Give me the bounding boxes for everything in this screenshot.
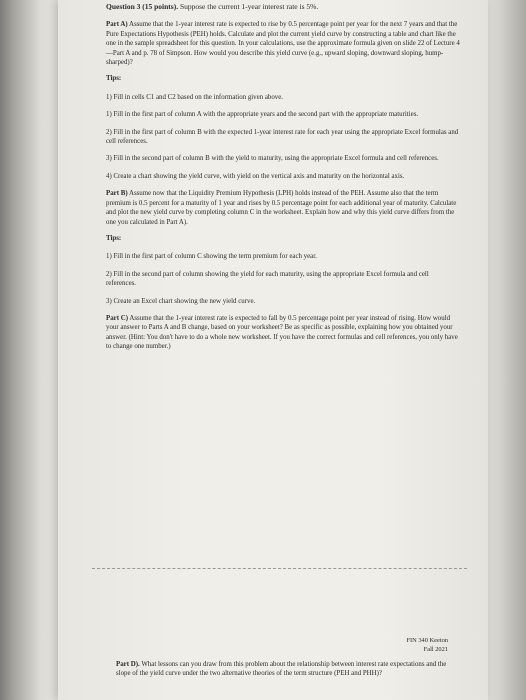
part-d-paragraph <box>116 660 456 679</box>
part-a-paragraph <box>106 20 460 67</box>
part-c-label: Part C) <box>106 314 129 322</box>
part-b-text: Assume now that the Liquidity Premium Hypothesis (LPH) holds instead of the PEH. Assume also that the term premium is 0.5 percent for a maturity of 1 year and rises by 0.5 percentage point for each additional year of maturity. Calculate and plot the new yield curve by completing column C in the worksheet. Explain how and why this yield curve differs from the one you calculated in Part A). <box>106 190 457 226</box>
part-b-paragraph <box>106 189 460 227</box>
question-intro: Suppose the current 1-year interest rate is 5%. <box>179 2 319 11</box>
part-c-text: Assume that the 1-year interest rate is expected to fall by 0.5 percentage point per year instead of rising. How would your answer to Parts A and B change, based on your worksheet? Be as specific as possible, explaining how you obtained your answer. (Hint: You don't have to do a whole new worksheet. If you have the correct formulas and cell references, you only have to change one number.) <box>106 314 458 351</box>
part-b-label: Part B) <box>106 190 128 198</box>
part-c-paragraph <box>106 314 460 352</box>
part-b-tip: 3) Create an Excel chart showing the new yield curve. <box>106 297 256 305</box>
part-d-text: What lessons can you draw from this problem about the relationship between interest rate expectations and the slope of the yield curve under the two alternative theories of the term structure (PEH and PHH)? <box>116 661 447 678</box>
part-a-tip: 1) Fill in cells C1 and C2 based on the information given above. <box>106 93 284 101</box>
page-break-divider <box>92 568 467 569</box>
part-a-tip: 2) Fill in the first part of column B with the expected 1-year interest rate for each year using the appropriate Excel formulas and cell references. <box>106 128 459 146</box>
part-a-label: Part A) <box>106 21 128 29</box>
part-b-tips-label: Tips: <box>106 234 122 242</box>
part-a-tip: 3) Fill in the second part of column B with the yield to maturity, using the appropriate Excel formula and cell references. <box>106 155 439 163</box>
part-b-tip: 2) Fill in the second part of column showing the yield for each maturity, using the appropriate Excel formula and cell references. <box>106 270 429 288</box>
question-body <box>106 2 460 359</box>
question-title <box>106 2 460 11</box>
part-a-text: Assume that the 1-year interest rate is expected to rise by 0.5 percentage point per year for the next 7 years and that the Pure Expectations Hypothesis (PEH) holds. Calculate and plot the current yield curve by constructing a table and chart like the one in the sample spreadsheet for this question. In your calculations, use the approximate formula given on slide 22 of Lecture 4—Part A and p. 78 of Simpson. How would you describe this yield curve (e.g., upward sloping, downward sloping, hump-sharped)? <box>106 21 460 67</box>
part-d-section <box>116 660 456 679</box>
course-term: Fall 2021 <box>423 646 448 653</box>
part-a-tips-label: Tips: <box>106 75 122 83</box>
course-name: FIN 340 Keeton <box>406 637 448 644</box>
part-b-tip: 1) Fill in the first part of column C showing the term premium for each year. <box>106 253 317 261</box>
course-footer <box>372 636 448 654</box>
part-a-tip: 4) Create a chart showing the yield curve, with yield on the vertical axis and maturity on the horizontal axis. <box>106 172 405 180</box>
part-a-tip: 1) Fill in the first part of column A with the appropriate years and the second part with the appropriate maturities. <box>106 111 419 119</box>
part-d-label: Part D). <box>116 661 140 668</box>
question-heading: Question 3 (15 points). <box>106 2 179 11</box>
